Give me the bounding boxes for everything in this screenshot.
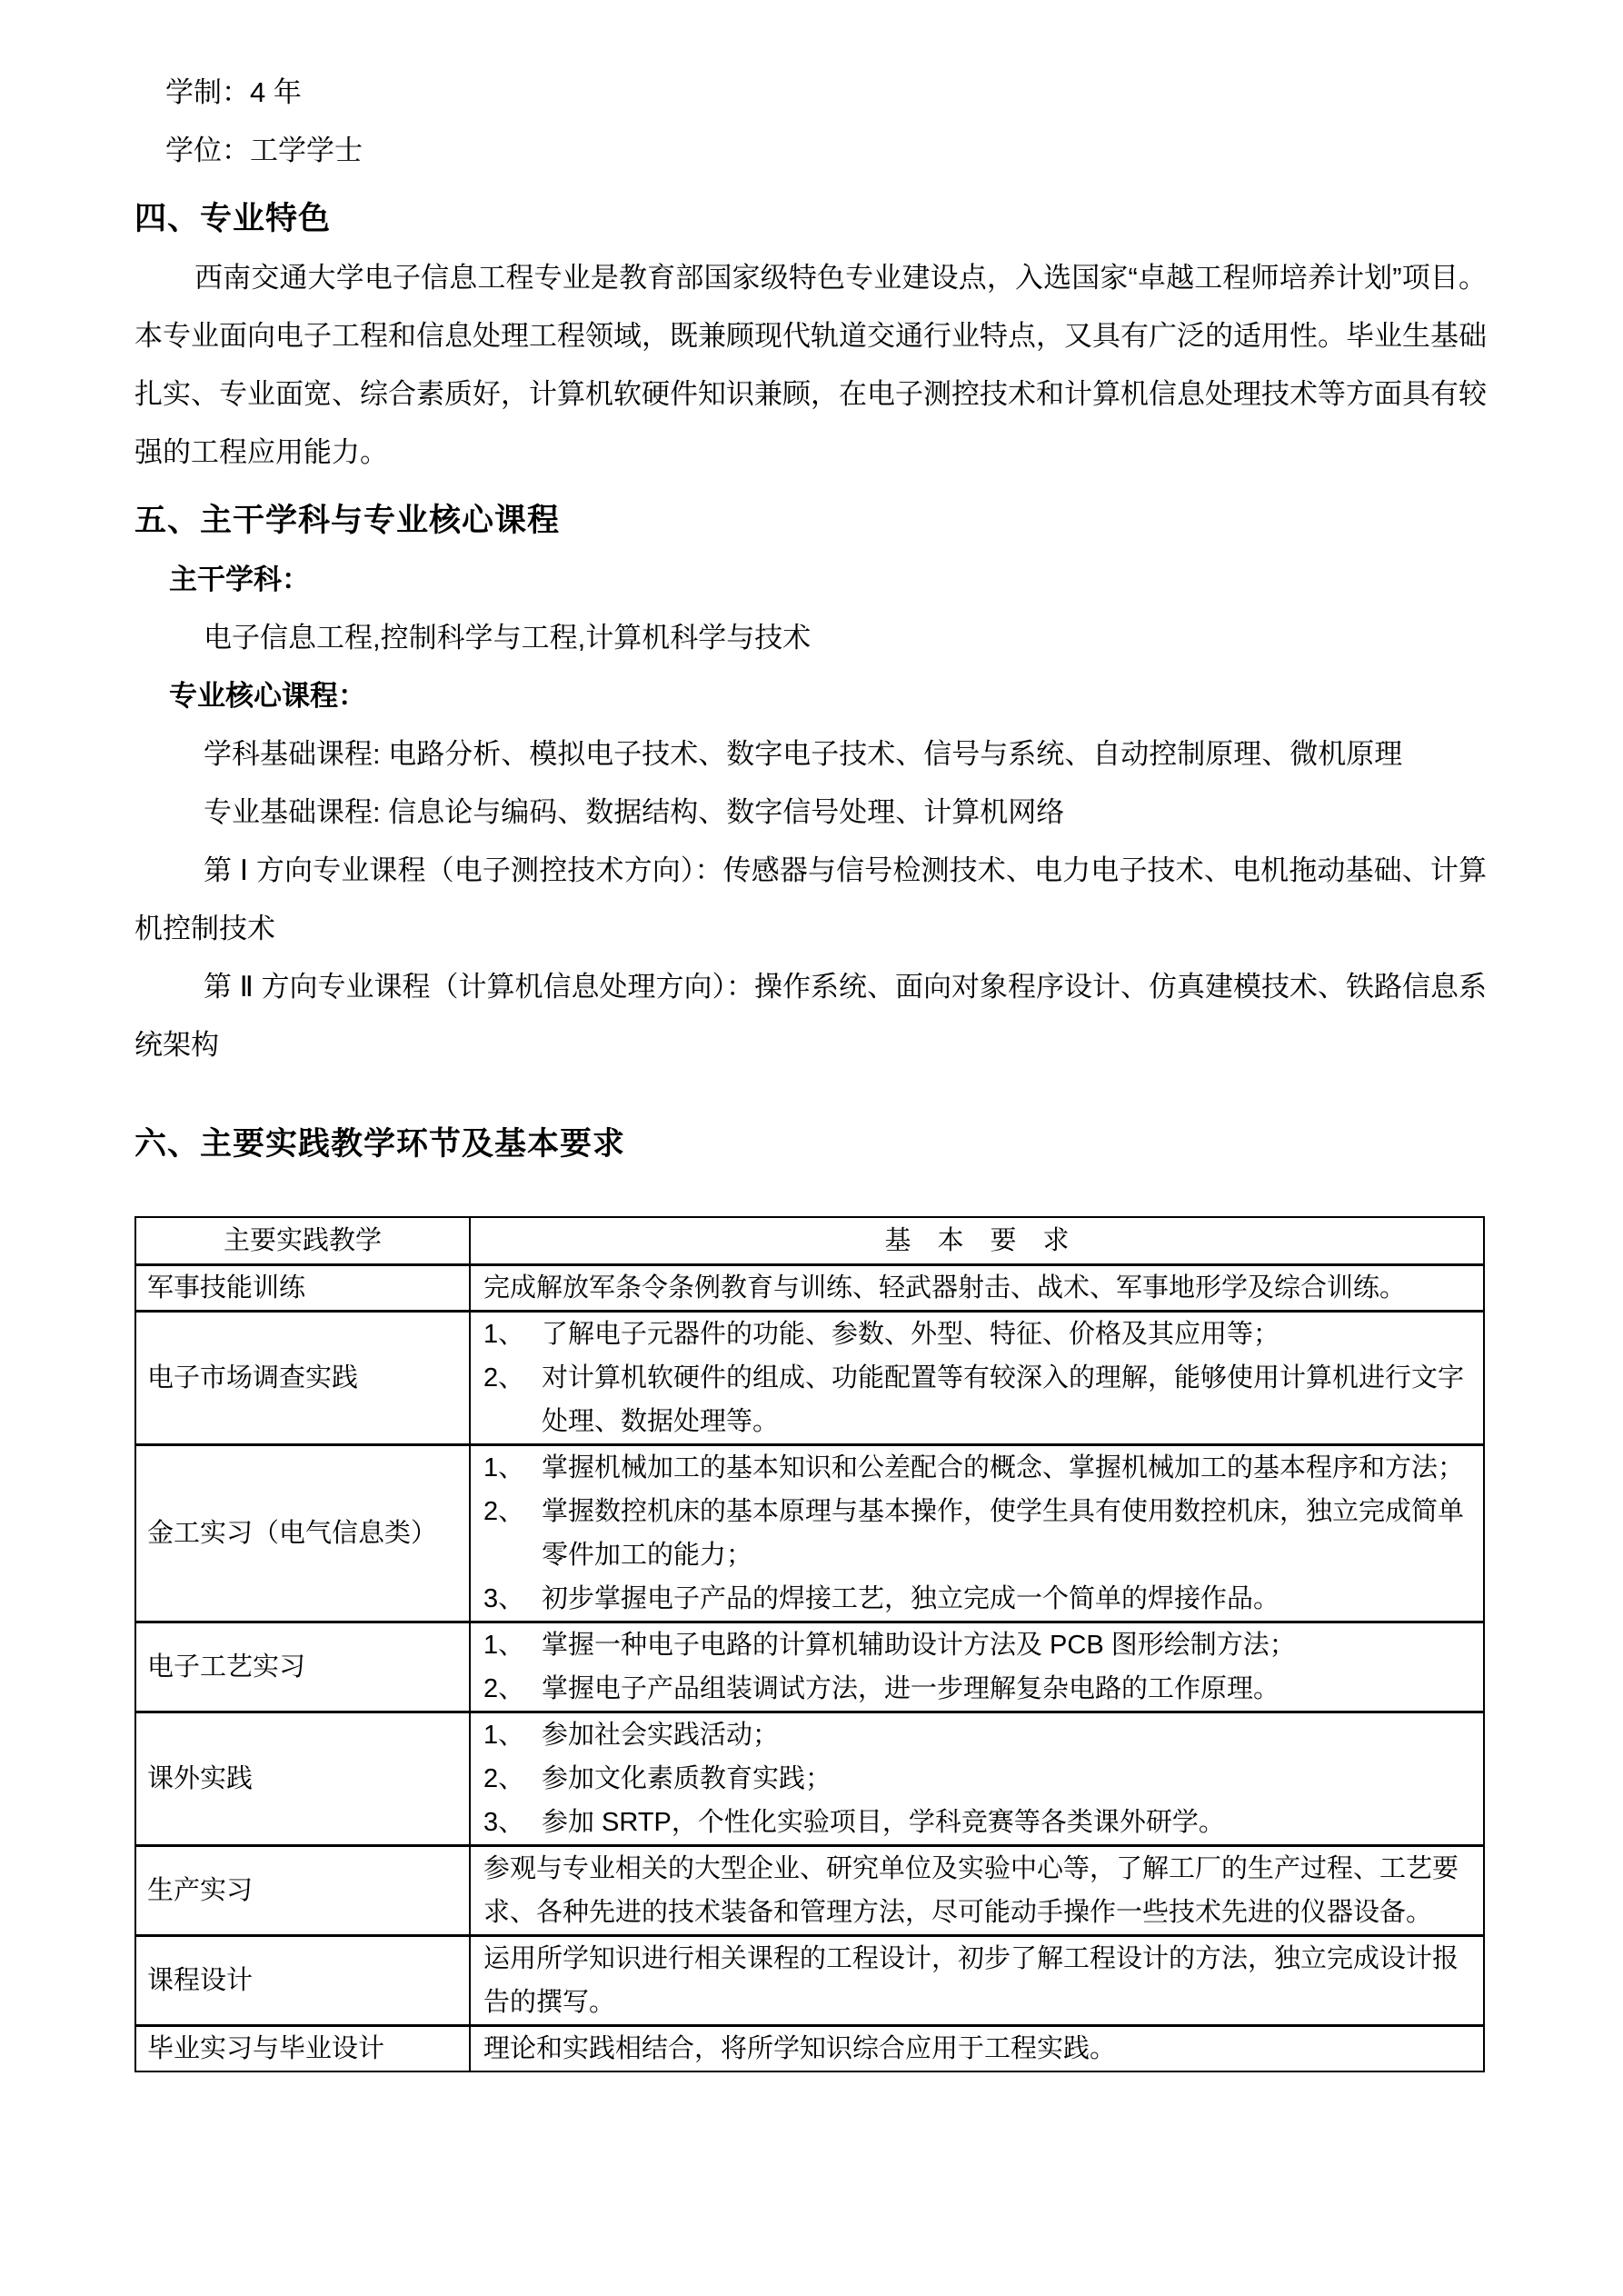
main-disciplines-label: 主干学科： — [169, 564, 310, 595]
item-number: 3、 — [483, 1808, 525, 1837]
item-text: 初步掌握电子产品的焊接工艺，独立完成一个简单的焊接作品。 — [542, 1584, 1280, 1613]
requirement-item — [483, 1667, 1474, 1711]
item-number: 2、 — [483, 1363, 525, 1393]
requirement-item — [483, 1801, 1474, 1844]
item-text: 掌握电子产品组装调试方法，进一步理解复杂电路的工作原理。 — [542, 1674, 1280, 1703]
item-number: 3、 — [483, 1584, 525, 1613]
core-courses-label: 专业核心课程： — [169, 680, 366, 712]
table-row — [135, 1312, 1484, 1445]
table-row — [135, 1622, 1484, 1712]
requirement-item — [483, 1356, 1474, 1443]
requirement-item — [483, 1713, 1474, 1757]
item-number: 1、 — [483, 1320, 525, 1349]
practice-name: 课外实践 — [135, 1712, 470, 1846]
section-6-heading: 六、主要实践教学环节及基本要求 — [134, 1126, 626, 1162]
practice-name: 课程设计 — [135, 1936, 470, 2026]
requirement-cell — [470, 1712, 1484, 1846]
requirement-text: 运用所学知识进行相关课程的工程设计，初步了解工程设计的方法，独立完成设计报告的撰写。 — [483, 1944, 1459, 2017]
item-text: 对计算机软硬件的组成、功能配置等有较深入的理解，能够使用计算机进行文字处理、数据处理等。 — [542, 1363, 1465, 1436]
requirement-text: 参观与专业相关的大型企业、研究单位及实验中心等，了解工厂的生产过程、工艺要求、各种先进的技术装备和管理方法，尽可能动手操作一些技术先进的仪器设备。 — [483, 1854, 1459, 1927]
item-text: 掌握数控机床的基本原理与基本操作，使学生具有使用数控机床，独立完成简单零件加工的能力； — [542, 1497, 1465, 1570]
item-number: 1、 — [483, 1721, 525, 1750]
course-paragraph: 第 Ⅰ 方向专业课程（电子测控技术方向）：传感器与信号检测技术、电力电子技术、电机拖动基础、计算机控制技术 — [134, 854, 1487, 944]
requirement-item — [483, 1490, 1474, 1577]
requirement-cell — [470, 1936, 1484, 2026]
core-courses-list — [134, 725, 1487, 1074]
course-paragraph: 专业基础课程: 信息论与编码、数据结构、数字信号处理、计算机网络 — [204, 796, 1065, 828]
item-number: 1、 — [483, 1453, 525, 1482]
table-row — [135, 1712, 1484, 1846]
practice-name: 电子工艺实习 — [135, 1622, 470, 1712]
item-text: 参加社会实践活动； — [542, 1721, 780, 1750]
practice-name: 军事技能训练 — [135, 1265, 470, 1312]
requirement-cell — [470, 1846, 1484, 1936]
item-number: 2、 — [483, 1674, 525, 1703]
requirement-item — [483, 1446, 1474, 1490]
item-number: 2、 — [483, 1497, 525, 1526]
requirement-cell — [470, 1622, 1484, 1712]
requirement-cell — [470, 2026, 1484, 2072]
table-row — [135, 1265, 1484, 1312]
item-text: 参加文化素质教育实践； — [542, 1764, 832, 1793]
item-text: 了解电子元器件的功能、参数、外型、特征、价格及其应用等； — [542, 1320, 1280, 1349]
column-header-practice: 主要实践教学 — [135, 1217, 470, 1265]
table-row — [135, 1936, 1484, 2026]
item-number: 1、 — [483, 1631, 525, 1660]
section-4-paragraph: 西南交通大学电子信息工程专业是教育部国家级特色专业建设点，入选国家“卓越工程师培养计划”项目。本专业面向电子工程和信息处理工程领域，既兼顾现代轨道交通行业特点，又具有广泛的适用性。毕业生基础扎实、专业面宽、综合素质好，计算机软硬件知识兼顾，在电子测控技术和计算机信息处理技术等方面具有较强的工程应用能力。 — [134, 262, 1487, 468]
item-text: 参加 SRTP，个性化实验项目，学科竞赛等各类课外研学。 — [542, 1808, 1225, 1837]
practice-name: 生产实习 — [135, 1846, 470, 1936]
course-paragraph: 第 Ⅱ 方向专业课程（计算机信息处理方向）：操作系统、面向对象程序设计、仿真建模技术、铁路信息系统架构 — [134, 971, 1487, 1061]
requirement-item — [483, 1623, 1474, 1667]
section-5-heading: 五、主干学科与专业核心课程 — [134, 503, 561, 538]
requirement-item — [483, 1757, 1474, 1801]
requirement-cell — [470, 1265, 1484, 1312]
column-header-requirements: 基 本 要 求 — [470, 1217, 1484, 1265]
item-number: 2、 — [483, 1764, 525, 1793]
table-row — [135, 1846, 1484, 1936]
requirement-item — [483, 1313, 1474, 1356]
table-header-row — [135, 1217, 1484, 1265]
main-disciplines-value: 电子信息工程,控制科学与工程,计算机科学与技术 — [204, 622, 812, 654]
requirement-cell — [470, 1445, 1484, 1622]
item-text: 掌握机械加工的基本知识和公差配合的概念、掌握机械加工的基本程序和方法； — [542, 1453, 1465, 1482]
program-duration: 学制：4 年 — [165, 76, 302, 108]
practice-requirements-table — [134, 1216, 1485, 2072]
course-paragraph: 学科基础课程: 电路分析、模拟电子技术、数字电子技术、信号与系统、自动控制原理、微机原理 — [204, 738, 1403, 770]
practice-name: 电子市场调查实践 — [135, 1312, 470, 1445]
item-text: 掌握一种电子电路的计算机辅助设计方法及 PCB 图形绘制方法； — [542, 1631, 1296, 1660]
section-4-heading: 四、专业特色 — [134, 201, 332, 236]
program-degree: 学位：工学学士 — [165, 135, 363, 166]
practice-name: 金工实习（电气信息类） — [135, 1445, 470, 1622]
requirement-text: 完成解放军条令条例教育与训练、轻武器射击、战术、军事地形学及综合训练。 — [483, 1273, 1407, 1303]
requirement-text: 理论和实践相结合，将所学知识综合应用于工程实践。 — [483, 2034, 1117, 2063]
practice-name: 毕业实习与毕业设计 — [135, 2026, 470, 2072]
requirement-cell — [470, 1312, 1484, 1445]
requirement-item — [483, 1577, 1474, 1621]
table-row — [135, 1445, 1484, 1622]
table-row — [135, 2026, 1484, 2072]
